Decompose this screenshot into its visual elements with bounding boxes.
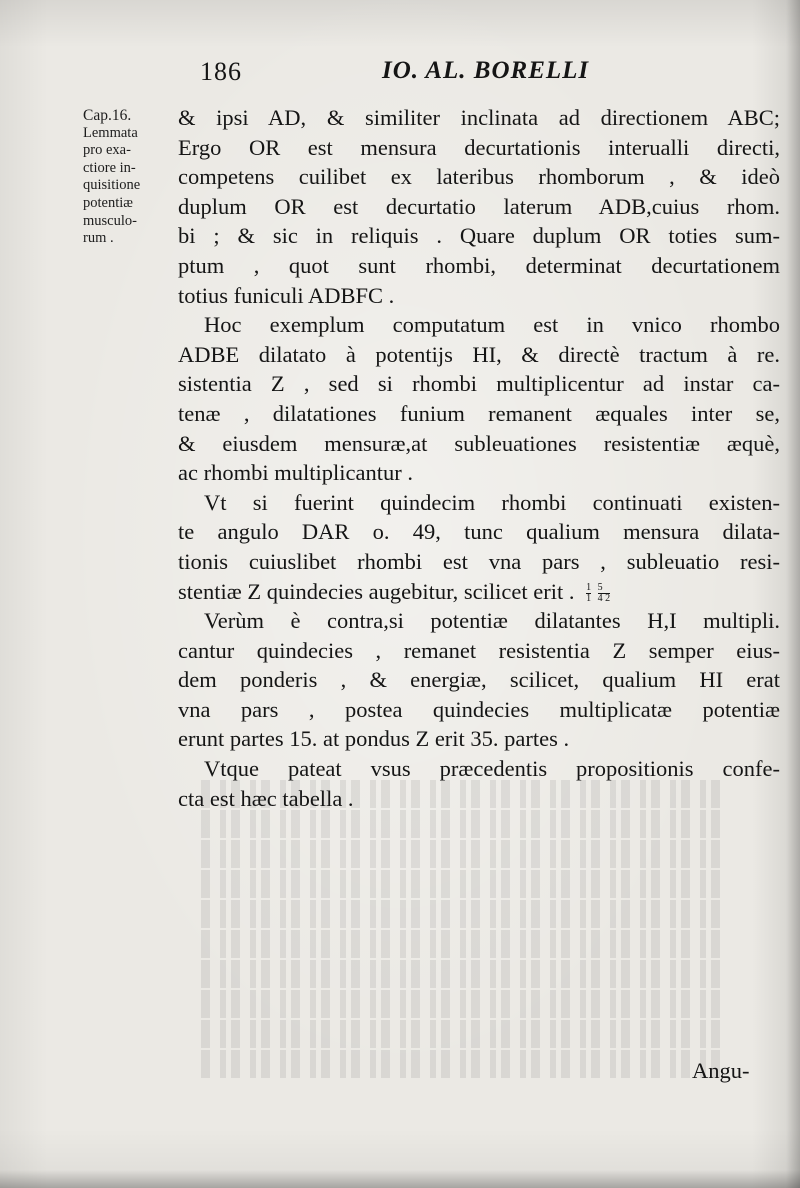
text-line: cantur quindecies , remanet resistentia Z semper eius-: [178, 637, 780, 663]
text-line: Vt si fuerint quindecim rhombi continuati existen-: [204, 489, 780, 515]
text-line: ADBE dilatato à potentijs HI, & directè tractum à re.: [178, 341, 780, 367]
text-line: & eiusdem mensuræ,at subleuationes resistentiæ æquè,: [178, 430, 780, 456]
fraction-denominator: 4 2: [597, 592, 611, 604]
text-line: Hoc exemplum computatum est in vnico rhombo: [204, 312, 780, 338]
fraction-numerator: 5: [598, 583, 611, 594]
text-line: sistentia Z , sed si rhombi multiplicentur ad instar ca-: [178, 371, 780, 397]
text-line: vna pars , postea quindecies multiplicatæ potentiæ: [178, 696, 780, 722]
text-line: totius funiculi ADBFC .: [178, 282, 395, 308]
margin-note-line: ctiore in-: [83, 159, 136, 176]
margin-note-line: quisitione: [83, 177, 141, 194]
text-line: Vtque pateat vsus præcedentis propositionis confe-: [204, 756, 780, 782]
body-text: [178, 103, 780, 813]
text-line: cta est hæc tabella .: [178, 785, 354, 811]
fraction-expression: [586, 583, 610, 604]
text-line: competens cuilibet ex lateribus rhomborum , & ideò: [178, 164, 780, 190]
margin-note-line: musculo-: [83, 212, 137, 229]
catchword: Angu-: [692, 1058, 750, 1083]
text-line-with-fraction: [178, 577, 780, 607]
text-line: tionis cuiuslibet rhombi est vna pars , subleuatio resi-: [178, 548, 780, 574]
margin-note: [83, 107, 167, 248]
page-bottom-shadow: [0, 1170, 800, 1188]
text-line: erunt partes 15. at pondus Z erit 35. partes .: [178, 726, 570, 752]
text-line: ac rhombi multiplicantur .: [178, 460, 413, 486]
text-line: Verùm è contra,si potentiæ dilatantes H,I multipli.: [204, 608, 780, 634]
margin-note-line: Cap.16.: [83, 107, 132, 124]
fraction-denominator: 1: [586, 592, 592, 604]
margin-note-line: Lemmata: [83, 124, 138, 141]
text-line: duplum OR est decurtatio laterum ADB,cuius rhom.: [178, 193, 780, 219]
margin-note-line: pro exa-: [83, 142, 131, 159]
page-edge-shadow: [786, 0, 800, 1188]
margin-note-line: potentiæ: [83, 194, 133, 211]
text-line: Ergo OR est mensura decurtationis interualli directi,: [178, 134, 780, 160]
text-line: tenæ , dilatationes funium remanent æquales inter se,: [178, 400, 780, 426]
page-number: 186: [200, 57, 242, 86]
margin-note-line: rum .: [83, 230, 114, 247]
show-through-text: [200, 780, 720, 1080]
text-line: dem ponderis , & energiæ, scilicet, qualium HI erat: [178, 667, 780, 693]
fraction-numerator: 1: [586, 581, 592, 593]
text-line: stentiæ Z quindecies augebitur, scilicet erit .: [178, 578, 575, 604]
text-line: bi ; & sic in reliquis . Quare duplum OR toties sum-: [178, 223, 780, 249]
text-line: te angulo DAR o. 49, tunc qualium mensura dilata-: [178, 519, 780, 545]
running-title: IO. AL. BORELLI: [382, 57, 590, 84]
text-line: & ipsi AD, & similiter inclinata ad directionem ABC;: [178, 105, 780, 130]
text-line: ptum , quot sunt rhombi, determinat decurtationem: [178, 252, 780, 278]
